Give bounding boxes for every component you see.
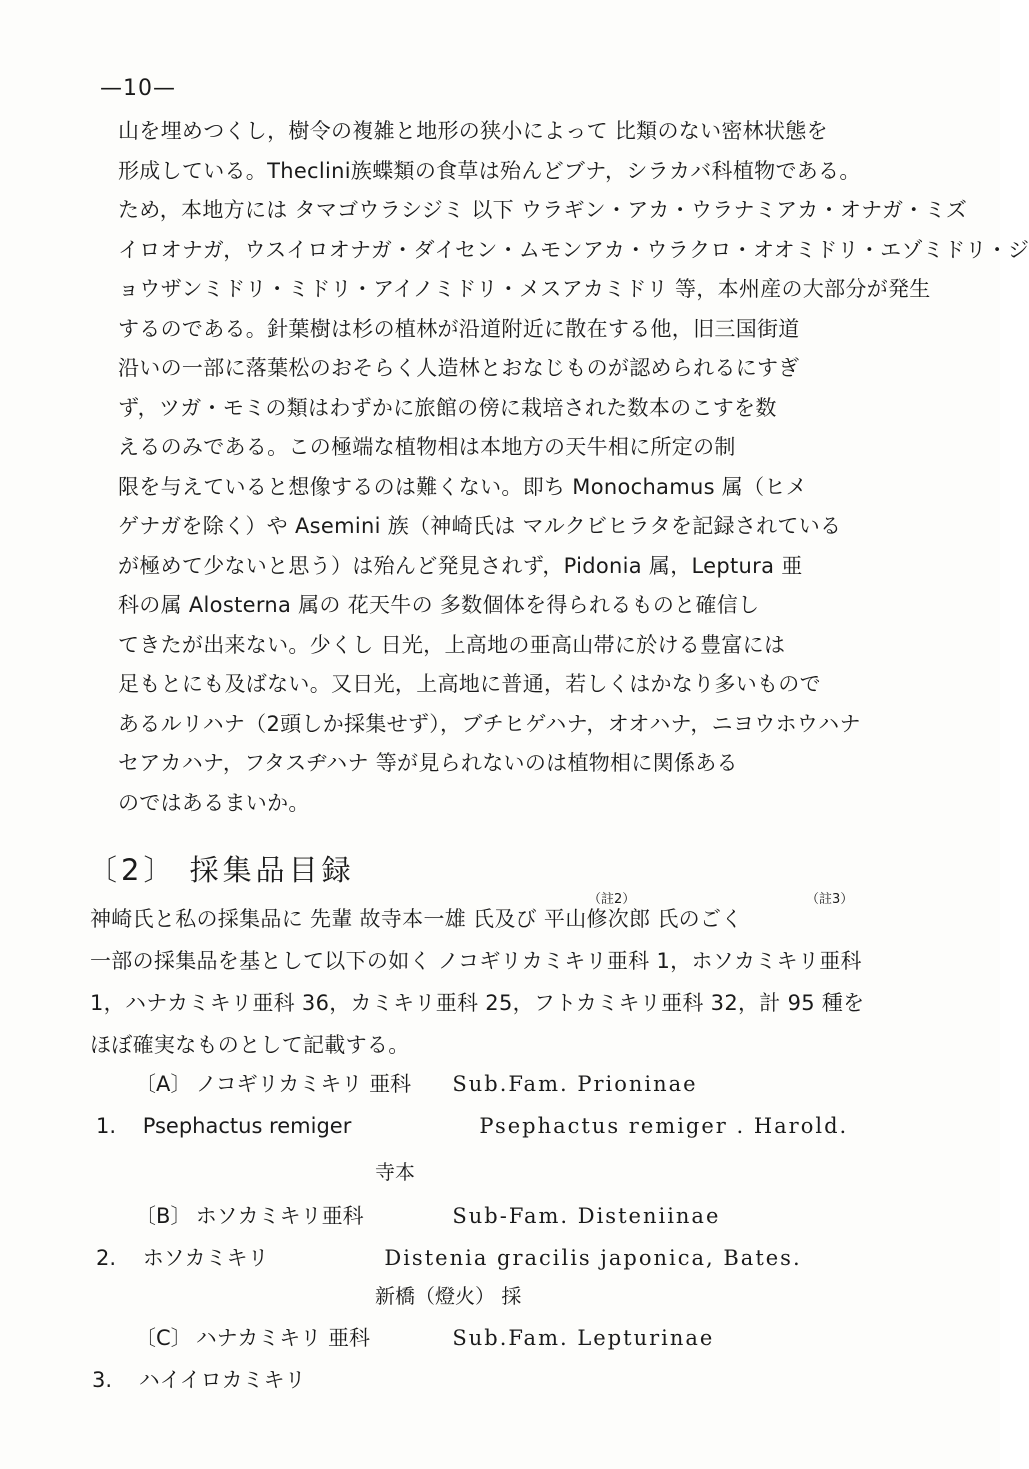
body-line: 科の属 Alosterna 属の 花天牛の 多数個体を得られるものと確信し xyxy=(118,593,760,617)
page-number: —10— xyxy=(100,76,176,101)
collector-locality: 寺本 xyxy=(375,1160,415,1184)
species-japanese: Psephactus remiger xyxy=(142,1114,352,1138)
body-line: ため，本地方には タマゴウラシジミ 以下 ウラギン・アカ・ウラナミアカ・オナガ・ミズ xyxy=(118,198,968,222)
intro-line: 神崎氏と私の採集品に 先輩 故寺本一雄 氏及び 平山修次郎 氏のごく xyxy=(90,907,743,931)
body-line: 形成している。Theclini族蝶類の食草は殆んどブナ，シラカバ科植物である。 xyxy=(118,158,861,183)
species-number: 3. xyxy=(92,1368,113,1392)
body-line: ず，ツガ・モミの類はわずかに旅館の傍に栽培された数本のこすを数 xyxy=(118,395,777,420)
subfamily-japanese: ノコギリカミキリ 亜科 xyxy=(195,1072,412,1096)
body-line: えるのみである。この極端な植物相は本地方の天牛相に所定の制 xyxy=(118,435,736,459)
section-heading: 〔2〕 採集品目録 xyxy=(88,853,355,887)
body-line: が極めて少ないと思う）は殆んど発見されず，Pidonia 属，Leptura 亜 xyxy=(118,553,803,578)
body-line: あるルリハナ（2頭しか採集せず），ブチヒゲハナ，オオハナ，ニヨウホウハナ xyxy=(118,711,861,736)
body-line: イロオナガ，ウスイロオナガ・ダイセン・ムモンアカ・ウラクロ・オオミドリ・エゾミドリ・ジ xyxy=(118,237,1029,262)
footnote-marker: （註3） xyxy=(806,892,854,907)
body-line: ゲナガを除く）や Asemini 族（神崎氏は マルクビヒラタを記録されている xyxy=(118,514,842,538)
subfamily-heading xyxy=(135,1200,720,1230)
species-entry xyxy=(96,1242,802,1272)
subfamily-japanese: ホソカミキリ亜科 xyxy=(195,1204,364,1228)
subfamily-latin: Sub.Fam. Prioninae xyxy=(452,1072,698,1096)
collector-locality: 新橋（燈火） 採 xyxy=(375,1284,522,1308)
species-number: 2. xyxy=(96,1246,117,1270)
body-line: 沿いの一部に落葉松のおそらく人造林とおなじものが認められるにすぎ xyxy=(118,356,800,380)
subfamily-label: 〔A〕 xyxy=(135,1072,192,1096)
species-entry xyxy=(96,1114,848,1138)
species-number: 1. xyxy=(96,1114,117,1138)
intro-line: ほぼ確実なものとして記載する。 xyxy=(90,1033,410,1057)
body-line: 足もとにも及ばない。又日光，上高地に普通，若しくはかなり多いもので xyxy=(118,672,821,696)
subfamily-latin: Sub-Fam. Disteniinae xyxy=(452,1204,721,1228)
subfamily-latin: Sub.Fam. Lepturinae xyxy=(452,1326,715,1350)
subfamily-japanese: ハナカミキリ 亜科 xyxy=(195,1326,370,1350)
intro-line: 1，ハナカミキリ亜科 36，カミキリ亜科 25，フトカミキリ亜科 32，計 95 種を xyxy=(90,991,865,1015)
body-line: ョウザンミドリ・ミドリ・アイノミドリ・メスアカミドリ 等，本州産の大部分が発生 xyxy=(118,277,931,301)
body-line: のではあるまいか。 xyxy=(118,790,310,815)
intro-line: 一部の採集品を基として以下の如く ノコギリカミキリ亜科 1，ホソカミキリ亜科 xyxy=(90,949,862,973)
subfamily-heading xyxy=(135,1322,714,1352)
intro-paragraph xyxy=(90,898,930,1066)
species-scientific: Distenia gracilis japonica, Bates. xyxy=(384,1246,802,1270)
species-japanese: ハイイロカミキリ xyxy=(138,1368,306,1392)
subfamily-label: 〔B〕 xyxy=(135,1204,192,1228)
subfamily-label: 〔C〕 xyxy=(135,1326,192,1350)
species-japanese: ホソカミキリ xyxy=(142,1246,269,1270)
footnote-marker: （註2） xyxy=(588,892,636,907)
species-scientific: Psephactus remiger . Harold. xyxy=(479,1114,849,1138)
body-line: 限を与えていると想像するのは難くない。即ち Monochamus 属（ヒメ xyxy=(118,474,808,499)
body-line: 山を埋めつくし，樹令の複雑と地形の狭小によって 比類のない密林状態を xyxy=(118,119,828,143)
body-line: セアカハナ，フタスヂハナ 等が見られないのは植物相に関係ある xyxy=(118,751,738,775)
body-line: するのである。針葉樹は杉の植林が沿道附近に散在する他，旧三国街道 xyxy=(118,316,800,341)
body-paragraph xyxy=(118,112,1029,823)
subfamily-heading xyxy=(135,1068,698,1098)
species-entry xyxy=(92,1364,374,1394)
body-line: てきたが出来ない。少くし 日光，上高地の亜高山帯に於ける豊富には xyxy=(118,632,786,657)
